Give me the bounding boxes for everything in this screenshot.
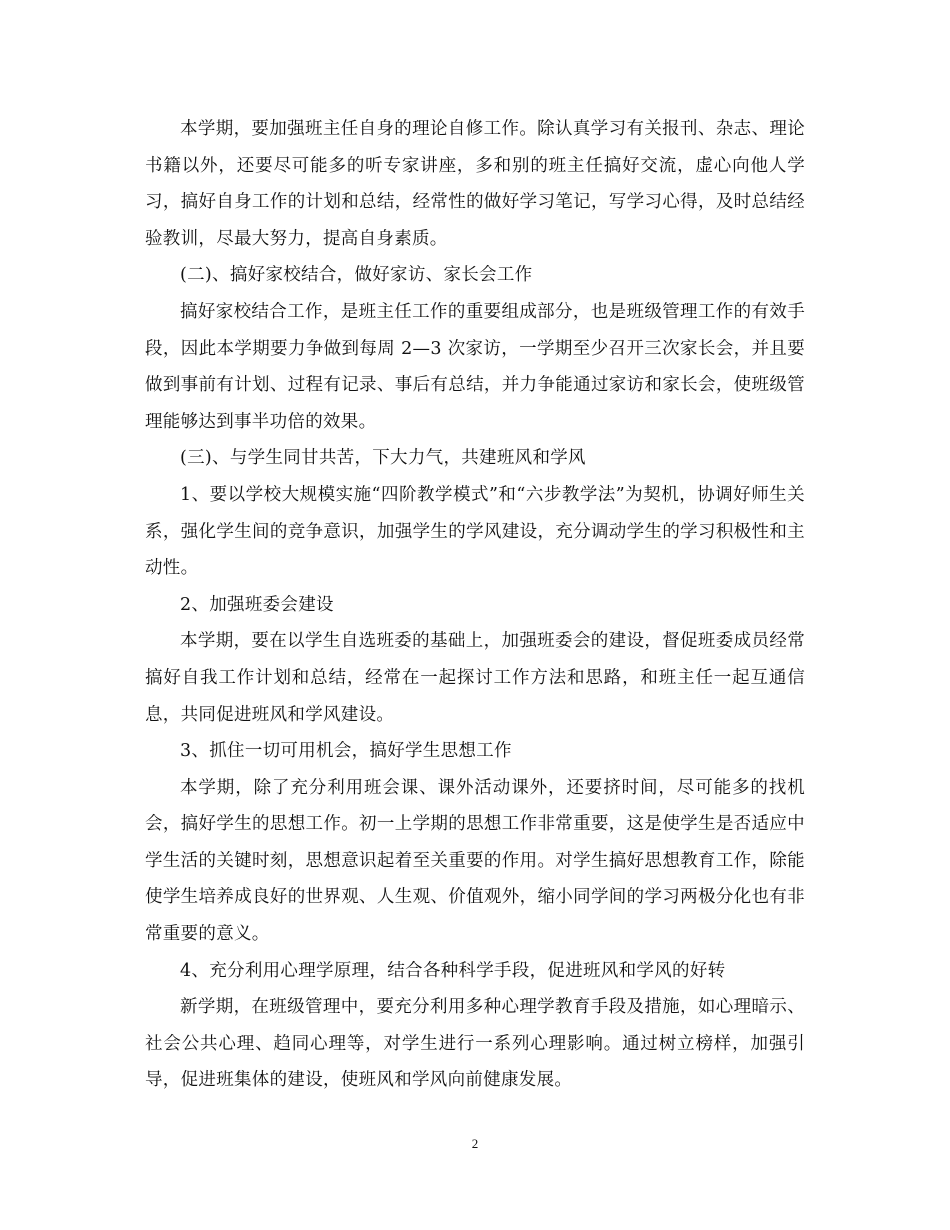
heading-thought-work: 3、抓住一切可用机会，搞好学生思想工作 — [180, 741, 512, 762]
page-number: 2 — [471, 1136, 479, 1151]
paragraph-home-school: 搞好家校结合工作，是班主任工作的重要组成部分，也是班级管理工作的有效手段，因此本学期要力争做到每周 2—3 次家访，一学期至少召开三次家长会，并且要做到事前有计划、过程有记录、事后有总结，并力争能通过家访和家长会，使班级管理能够达到事半功倍的效果。 — [145, 301, 805, 432]
heading-psychology: 4、充分利用心理学原理，结合各种科学手段，促进班风和学风的好转 — [180, 960, 726, 981]
paragraph-teaching-model: 1、要以学校大规模实施“四阶教学模式”和“六步教学法”为契机，协调好师生关系，强化学生间的竞争意识，加强学生的学风建设，充分调动学生的学习积极性和主动性。 — [145, 484, 805, 579]
heading-class-style: (三)、与学生同甘共苦，下大力气，共建班风和学风 — [180, 448, 586, 469]
heading-class-committee: 2、加强班委会建设 — [180, 594, 334, 615]
paragraph-thought-work: 本学期，除了充分利用班会课、课外活动课外，还要挤时间，尽可能多的找机会，搞好学生的思想工作。初一上学期的思想工作非常重要，这是使学生是否适应中学生活的关键时刻，思想意识起着至关重要的作用。对学生搞好思想教育工作，除能使学生培养成良好的世界观、人生观、价值观外，缩小同学间的学习两极分化也有非常重要的意义。 — [145, 777, 805, 945]
paragraph-class-committee: 本学期，要在以学生自选班委的基础上，加强班委会的建设，督促班委成员经常搞好自我工作计划和总结，经常在一起探讨工作方法和思路，和班主任一起互通信息，共同促进班风和学风建设。 — [145, 631, 805, 725]
paragraph-psychology: 新学期，在班级管理中，要充分利用多种心理学教育手段及措施，如心理暗示、社会公共心理、趋同心理等，对学生进行一系列心理影响。通过树立榜样，加强引导，促进班集体的建设，使班风和学风向前健康发展。 — [145, 997, 805, 1091]
document-body — [145, 111, 805, 1099]
heading-home-school: (二)、搞好家校结合，做好家访、家长会工作 — [180, 265, 533, 286]
paragraph-self-study: 本学期，要加强班主任自身的理论自修工作。除认真学习有关报刊、杂志、理论书籍以外，还要尽可能多的听专家讲座，多和别的班主任搞好交流，虚心向他人学习，搞好自身工作的计划和总结，经常性的做好学习笔记，写学习心得，及时总结经验教训，尽最大努力，提高自身素质。 — [145, 119, 805, 249]
